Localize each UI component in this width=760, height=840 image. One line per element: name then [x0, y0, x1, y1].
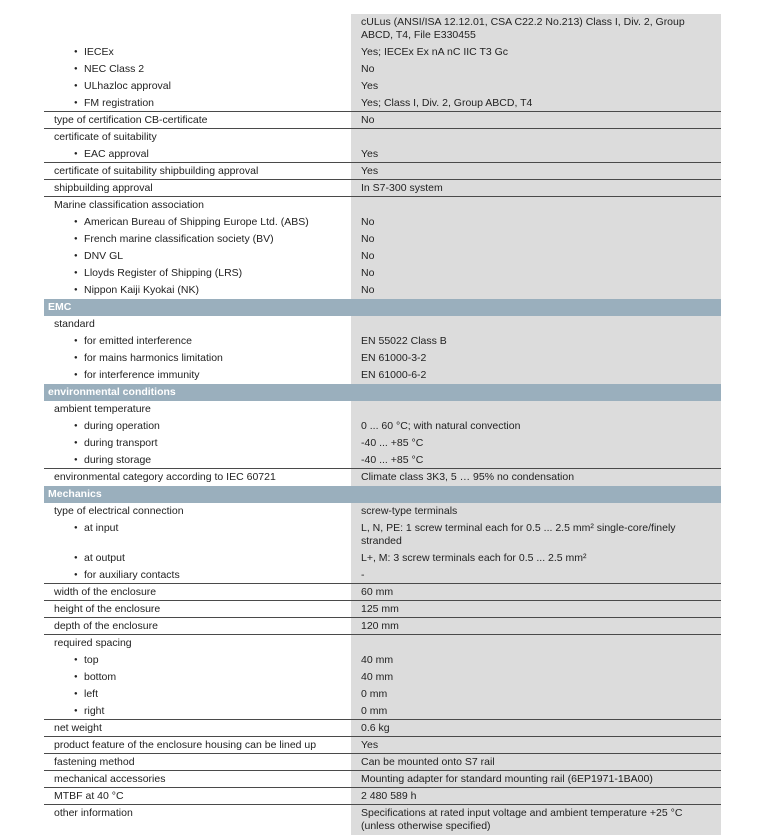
spec-value: 0.6 kg: [350, 720, 721, 737]
spec-row: [44, 282, 721, 299]
spec-label: bottom: [84, 671, 117, 683]
spec-row: [44, 601, 721, 618]
spec-label: required spacing: [54, 637, 132, 649]
spec-label-cell: [44, 333, 350, 350]
spec-label: EAC approval: [84, 148, 149, 160]
spec-row: [44, 146, 721, 163]
spec-label-cell: [44, 520, 350, 550]
spec-label: Marine classification association: [54, 199, 204, 211]
spec-value: 120 mm: [350, 618, 721, 635]
spec-value: Specifications at rated input voltage and ambient temperature +25 °C (unless otherwise specified): [350, 805, 721, 835]
spec-label: for mains harmonics limitation: [84, 352, 223, 364]
spec-value: Yes: [350, 737, 721, 754]
spec-label-cell: [44, 180, 350, 197]
spec-value: No: [350, 265, 721, 282]
spec-label: at output: [84, 552, 125, 564]
spec-label: left: [84, 688, 99, 700]
spec-row: [44, 44, 721, 61]
spec-label-cell: [44, 669, 350, 686]
spec-row: [44, 316, 721, 333]
spec-label-cell: [44, 635, 350, 652]
spec-value: -40 ... +85 °C: [350, 452, 721, 469]
spec-value: 0 mm: [350, 686, 721, 703]
bullet-icon: ●: [74, 66, 78, 72]
spec-sheet: [44, 14, 721, 835]
spec-row: [44, 618, 721, 635]
spec-label: standard: [54, 318, 95, 330]
spec-row: [44, 95, 721, 112]
bullet-icon: ●: [74, 236, 78, 242]
spec-row: [44, 452, 721, 469]
spec-label-cell: [44, 805, 350, 835]
spec-row: [44, 669, 721, 686]
spec-label: depth of the enclosure: [54, 620, 158, 632]
spec-row: [44, 584, 721, 601]
spec-label: NEC Class 2: [84, 63, 145, 75]
spec-row: [44, 503, 721, 520]
spec-row: [44, 367, 721, 384]
spec-label-cell: [44, 601, 350, 618]
bullet-icon: ●: [74, 49, 78, 55]
spec-label-cell: [44, 652, 350, 669]
spec-label-cell: [44, 367, 350, 384]
bullet-icon: ●: [74, 287, 78, 293]
spec-row: [44, 401, 721, 418]
spec-value: No: [350, 61, 721, 78]
spec-label-cell: [44, 95, 350, 112]
spec-label-cell: [44, 44, 350, 61]
spec-value: L, N, PE: 1 screw terminal each for 0.5 ... 2.5 mm² single-core/finely stranded: [350, 520, 721, 550]
spec-label: ULhazloc approval: [84, 80, 171, 92]
spec-label: height of the enclosure: [54, 603, 161, 615]
spec-label: MTBF at 40 °C: [54, 790, 124, 802]
spec-value: L+, M: 3 screw terminals each for 0.5 ... 2.5 mm²: [350, 550, 721, 567]
bullet-icon: ●: [74, 372, 78, 378]
spec-row: [44, 78, 721, 95]
spec-row: [44, 180, 721, 197]
spec-value: 0 mm: [350, 703, 721, 720]
spec-value: [350, 197, 721, 214]
spec-row: [44, 129, 721, 146]
spec-value: 0 ... 60 °C; with natural convection: [350, 418, 721, 435]
spec-value: [350, 401, 721, 418]
spec-label: for emitted interference: [84, 335, 192, 347]
spec-row: [44, 771, 721, 788]
spec-label: during operation: [84, 420, 160, 432]
spec-value: Can be mounted onto S7 rail: [350, 754, 721, 771]
spec-value: No: [350, 248, 721, 265]
spec-label: IECEx: [84, 46, 114, 58]
spec-label-cell: [44, 14, 350, 44]
spec-value: In S7-300 system: [350, 180, 721, 197]
spec-label-cell: [44, 163, 350, 180]
bullet-icon: ●: [74, 253, 78, 259]
spec-label-cell: [44, 129, 350, 146]
bullet-icon: ●: [74, 674, 78, 680]
spec-label: right: [84, 705, 105, 717]
spec-row: [44, 163, 721, 180]
spec-row: [44, 720, 721, 737]
spec-label-cell: [44, 146, 350, 163]
spec-label-cell: [44, 703, 350, 720]
spec-row: [44, 737, 721, 754]
spec-label-cell: [44, 720, 350, 737]
bullet-icon: ●: [74, 270, 78, 276]
spec-label: environmental category according to IEC 60721: [54, 471, 276, 483]
spec-value: EN 61000-3-2: [350, 350, 721, 367]
bullet-icon: ●: [74, 100, 78, 106]
spec-value: [350, 635, 721, 652]
spec-value: Yes; IECEx Ex nA nC IIC T3 Gc: [350, 44, 721, 61]
bullet-icon: ●: [74, 457, 78, 463]
spec-value: No: [350, 214, 721, 231]
spec-label-cell: [44, 282, 350, 299]
spec-row: [44, 197, 721, 214]
spec-row: [44, 248, 721, 265]
spec-label-cell: [44, 61, 350, 78]
spec-row: [44, 14, 721, 44]
spec-value: Yes: [350, 163, 721, 180]
spec-label: width of the enclosure: [54, 586, 157, 598]
spec-label: type of electrical connection: [54, 505, 184, 517]
spec-row: [44, 112, 721, 129]
spec-label-cell: [44, 771, 350, 788]
spec-label: French marine classification society (BV): [84, 233, 274, 245]
spec-label: net weight: [54, 722, 102, 734]
spec-value: No: [350, 231, 721, 248]
spec-label: top: [84, 654, 99, 666]
spec-value: EN 55022 Class B: [350, 333, 721, 350]
spec-label: for interference immunity: [84, 369, 200, 381]
spec-label: product feature of the enclosure housing can be lined up: [54, 739, 317, 751]
bullet-icon: ●: [74, 151, 78, 157]
spec-label-cell: [44, 316, 350, 333]
spec-row: [44, 469, 721, 486]
spec-label: during transport: [84, 437, 158, 449]
spec-label-cell: [44, 788, 350, 805]
spec-row: [44, 418, 721, 435]
bullet-icon: ●: [74, 708, 78, 714]
section-header: environmental conditions: [44, 384, 721, 401]
spec-value: 40 mm: [350, 652, 721, 669]
spec-label: certificate of suitability: [54, 131, 157, 143]
section-header: EMC: [44, 299, 721, 316]
spec-value: [350, 129, 721, 146]
spec-label: certificate of suitability shipbuilding approval: [54, 165, 259, 177]
spec-row: [44, 214, 721, 231]
spec-label-cell: [44, 567, 350, 584]
spec-row: [44, 231, 721, 248]
spec-label: FM registration: [84, 97, 155, 109]
spec-value: cULus (ANSI/ISA 12.12.01, CSA C22.2 No.213) Class I, Div. 2, Group ABCD, T4, File E330455: [350, 14, 721, 44]
spec-value: 125 mm: [350, 601, 721, 618]
bullet-icon: ●: [74, 423, 78, 429]
spec-label-cell: [44, 214, 350, 231]
spec-label: other information: [54, 807, 133, 819]
spec-value: No: [350, 112, 721, 129]
spec-value: Yes; Class I, Div. 2, Group ABCD, T4: [350, 95, 721, 112]
bullet-icon: ●: [74, 338, 78, 344]
spec-value: No: [350, 282, 721, 299]
bullet-icon: ●: [74, 440, 78, 446]
spec-row: [44, 635, 721, 652]
spec-value: EN 61000-6-2: [350, 367, 721, 384]
spec-row: [44, 805, 721, 835]
spec-label-cell: [44, 401, 350, 418]
spec-label-cell: [44, 231, 350, 248]
bullet-icon: ●: [74, 83, 78, 89]
spec-value: -: [350, 567, 721, 584]
spec-label: fastening method: [54, 756, 135, 768]
spec-label-cell: [44, 78, 350, 95]
spec-label-cell: [44, 469, 350, 486]
spec-label: mechanical accessories: [54, 773, 166, 785]
spec-label: Lloyds Register of Shipping (LRS): [84, 267, 243, 279]
spec-row: [44, 435, 721, 452]
spec-value: Climate class 3K3, 5 … 95% no condensation: [350, 469, 721, 486]
spec-label-cell: [44, 197, 350, 214]
spec-row: [44, 265, 721, 282]
bullet-icon: ●: [74, 355, 78, 361]
bullet-icon: ●: [74, 572, 78, 578]
spec-label-cell: [44, 265, 350, 282]
spec-label-cell: [44, 550, 350, 567]
spec-value: -40 ... +85 °C: [350, 435, 721, 452]
spec-label: at input: [84, 522, 119, 534]
spec-row: [44, 788, 721, 805]
spec-label-cell: [44, 584, 350, 601]
bullet-icon: ●: [74, 555, 78, 561]
spec-label-cell: [44, 503, 350, 520]
spec-label-cell: [44, 418, 350, 435]
spec-row: [44, 550, 721, 567]
spec-row: [44, 703, 721, 720]
spec-label-cell: [44, 112, 350, 129]
spec-row: [44, 567, 721, 584]
spec-value: Yes: [350, 146, 721, 163]
spec-label-cell: [44, 686, 350, 703]
spec-label: during storage: [84, 454, 152, 466]
spec-row: [44, 333, 721, 350]
spec-value: screw-type terminals: [350, 503, 721, 520]
spec-label-cell: [44, 754, 350, 771]
spec-label: ambient temperature: [54, 403, 151, 415]
spec-label-cell: [44, 618, 350, 635]
spec-row: [44, 686, 721, 703]
spec-value: [350, 316, 721, 333]
spec-label-cell: [44, 452, 350, 469]
bullet-icon: ●: [74, 525, 78, 531]
bullet-icon: ●: [74, 691, 78, 697]
spec-label-cell: [44, 350, 350, 367]
spec-value: Mounting adapter for standard mounting rail (6EP1971-1BA00): [350, 771, 721, 788]
bullet-icon: ●: [74, 219, 78, 225]
spec-value: 40 mm: [350, 669, 721, 686]
spec-row: [44, 652, 721, 669]
section-header: Mechanics: [44, 486, 721, 503]
spec-label: American Bureau of Shipping Europe Ltd. (ABS): [84, 216, 309, 228]
spec-label: Nippon Kaiji Kyokai (NK): [84, 284, 199, 296]
spec-row: [44, 754, 721, 771]
spec-value: 60 mm: [350, 584, 721, 601]
spec-label: type of certification CB-certificate: [54, 114, 208, 126]
spec-label: DNV GL: [84, 250, 124, 262]
spec-label: shipbuilding approval: [54, 182, 153, 194]
bullet-icon: ●: [74, 657, 78, 663]
spec-row: [44, 520, 721, 550]
spec-value: 2 480 589 h: [350, 788, 721, 805]
spec-value: Yes: [350, 78, 721, 95]
spec-row: [44, 350, 721, 367]
spec-row: [44, 61, 721, 78]
spec-label-cell: [44, 435, 350, 452]
spec-label-cell: [44, 737, 350, 754]
spec-label-cell: [44, 248, 350, 265]
spec-label: for auxiliary contacts: [84, 569, 180, 581]
